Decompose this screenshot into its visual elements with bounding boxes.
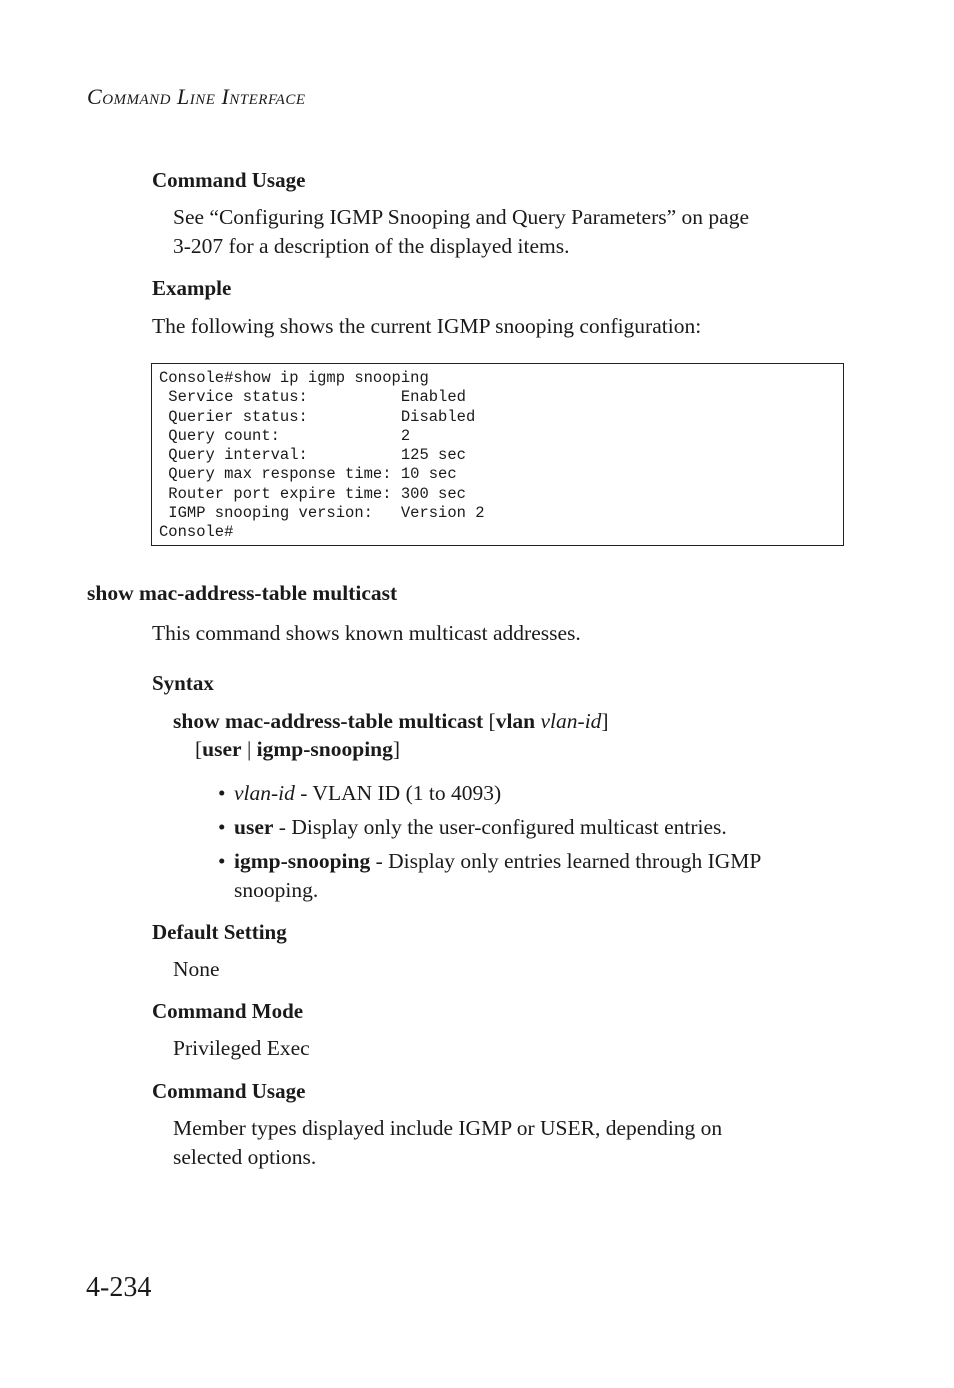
- command-usage-2-line-1: Member types displayed include IGMP or USER, depending on: [173, 1116, 723, 1140]
- syntax-line-1: show mac-address-table multicast [vlan vlan-id]: [173, 709, 609, 733]
- command-mode-value: Privileged Exec: [173, 1036, 310, 1060]
- command-usage-line-2: 3-207 for a description of the displayed items.: [173, 234, 570, 258]
- default-setting-value: None: [173, 957, 220, 981]
- command-description: This command shows known multicast addresses.: [152, 621, 581, 645]
- command-title: show mac-address-table multicast: [87, 581, 398, 605]
- syntax-line-2: [user | igmp-snooping]: [195, 737, 401, 761]
- bullet-vlan-id: • vlan-id - VLAN ID (1 to 4093): [218, 781, 502, 805]
- bullet-user: • user - Display only the user-configured multicast entries.: [218, 815, 727, 839]
- command-usage-heading: Command Usage: [152, 168, 306, 192]
- command-usage-2-line-2: selected options.: [173, 1145, 317, 1169]
- command-mode-heading: Command Mode: [152, 999, 304, 1023]
- default-setting-heading: Default Setting: [152, 920, 287, 944]
- syntax-heading: Syntax: [152, 671, 214, 695]
- example-text: The following shows the current IGMP snooping configuration:: [152, 314, 702, 338]
- example-heading: Example: [152, 276, 232, 300]
- command-usage-heading-2: Command Usage: [152, 1079, 306, 1103]
- bullet-igmp-snooping: • igmp-snooping - Display only entries learned through IGMP: [218, 849, 762, 873]
- running-header: COMMAND LINE INTERFACE: [87, 84, 306, 109]
- bullet-igmp-snooping-cont: snooping.: [234, 878, 319, 902]
- command-usage-line-1: See “Configuring IGMP Snooping and Query Parameters” on page: [173, 205, 749, 229]
- page-number: 4-234: [86, 1272, 152, 1303]
- code-example-box: [151, 363, 844, 546]
- code-example: Console#show ip igmp snooping Service status: Enabled Querier status: Disabled Query count: 2 Query interval: 125 sec Query max response time: 10 sec Router port expire time: 300 sec IGMP snooping version: Version 2 Console#: [159, 369, 485, 542]
